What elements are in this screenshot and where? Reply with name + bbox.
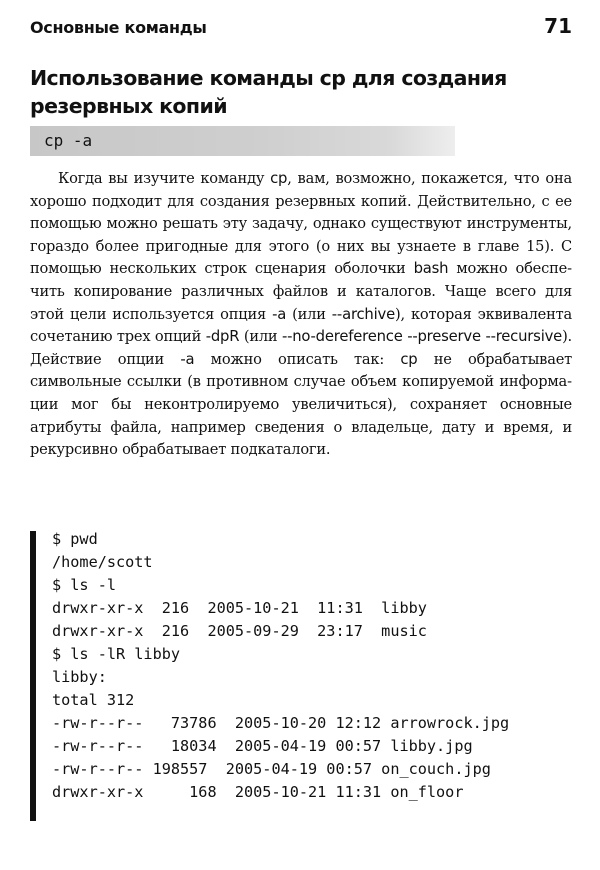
para-text-2: , вам, возможно, покажется, что она хорошо подходит для создания резервных копий. Действительно, с ее помощью можно решать эту задачу, однако существуют инструменты, гораздо более пригодные для этого (о них вы узнаете в главе 15). С помощью нескольких строк сценария оболочки — [30, 170, 572, 278]
para-text-7: ). Действие опции — [30, 328, 572, 368]
inline-code-bash: bash — [413, 260, 449, 278]
inline-code-dpr: -dpR — [205, 328, 240, 346]
terminal-listing — [52, 528, 572, 804]
para-text-4: (или — [286, 305, 332, 323]
page-number: 71 — [544, 14, 572, 38]
inline-code-a-2: -a — [180, 350, 195, 368]
inline-code-a: -a — [272, 305, 287, 323]
para-text-9: не обрабатывает символьные ссылки (в противном случае объем копируемой информации мог бы неконтролируемо увеличиться), сохраняет основные атрибуты файла, например сведения о владельце, дату и время, и рекурсивно обрабатывает подкаталоги. — [30, 350, 573, 459]
running-header — [30, 14, 572, 44]
inline-code-cp: cp — [270, 170, 288, 187]
inline-code-long-options: --no-dereference --preserve --recursive — [281, 328, 563, 346]
inline-code-archive: --archive — [331, 305, 395, 323]
inline-code-cp-2: cp — [400, 350, 418, 368]
code-line: total 312 — [52, 691, 135, 709]
code-line: drwxr-xr-x 216 2005-10-21 11:31 libby — [52, 599, 427, 617]
code-line: drwxr-xr-x 168 2005-10-21 11:31 on_floor — [52, 783, 464, 801]
running-title: Основные команды — [30, 18, 207, 37]
code-line: -rw-r--r-- 73786 2005-10-20 12:12 arrowrock.jpg — [52, 714, 510, 732]
code-line: $ ls -lR libby — [52, 645, 181, 663]
code-line: $ pwd — [52, 530, 98, 548]
code-line: libby: — [52, 668, 107, 686]
para-text-5: ), которая эквивалента сочетанию трех опций — [30, 305, 573, 346]
section-title: Использование команды cp для создания резервных копий — [30, 66, 507, 118]
code-line: drwxr-xr-x 216 2005-09-29 23:17 music — [52, 622, 427, 640]
code-line: -rw-r--r-- 18034 2005-04-19 00:57 libby.jpg — [52, 737, 473, 755]
code-line: $ ls -l — [52, 576, 117, 594]
para-text-8: можно описать так: — [194, 350, 401, 368]
command-banner — [30, 126, 455, 156]
body-paragraph — [30, 168, 572, 462]
para-text-6: (или — [239, 328, 282, 346]
para-text-3: можно обеспечить копирование различных файлов и каталогов. Чаще всего для этой цели используется опция — [30, 260, 572, 323]
code-line: /home/scott — [52, 553, 153, 571]
code-block-rule — [30, 531, 36, 821]
command-text: cp -a — [44, 131, 93, 150]
code-line: -rw-r--r-- 198557 2005-04-19 00:57 on_couch.jpg — [52, 760, 491, 778]
para-text-1: Когда вы изучите команду — [58, 170, 271, 187]
